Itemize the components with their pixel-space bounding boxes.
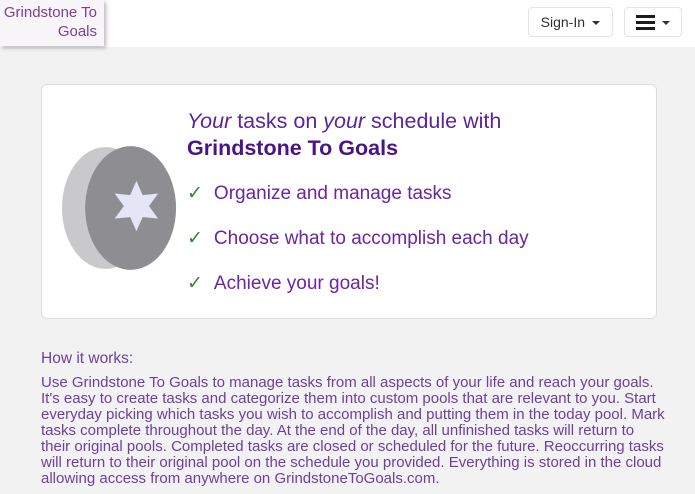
feature-label: Choose what to accomplish each day <box>213 228 529 249</box>
how-it-works-section <box>41 350 665 494</box>
checkmark-icon: ✓ <box>187 273 203 294</box>
feature-item <box>187 227 529 251</box>
heading-brand-name: Grindstone To Goals <box>187 136 399 160</box>
checkmark-icon: ✓ <box>187 183 203 204</box>
feature-label: Organize and manage tasks <box>213 183 452 204</box>
feature-label: Achieve your goals! <box>213 273 380 294</box>
feature-list <box>187 182 529 296</box>
logo-text: Grindstone To Goals <box>3 4 97 40</box>
feature-item <box>187 272 529 296</box>
logo-home-link[interactable] <box>0 0 104 46</box>
caret-down-icon <box>662 21 670 25</box>
page-body <box>0 47 695 494</box>
hero-content <box>187 85 539 318</box>
signin-dropdown-button[interactable] <box>528 7 613 37</box>
checkmark-icon: ✓ <box>187 228 203 249</box>
signin-label: Sign-In <box>540 14 585 30</box>
how-it-works-paragraph: Use Grindstone To Goals to manage tasks from all aspects of your life and reach your goals. It's easy to create tasks and categorize them into custom pools that are relevant to you. Start everyday picking which tasks you wish to accomplish and putting them in the today pool. Mark tasks complete throughout the day. At the end of the day, all unfinished tasks will return to their original pools. Completed tasks are closed or scheduled for the future. Reoccurring tasks will return to their original pool on the schedule you provided. Everything is stored in the cloud allowing access from anywhere on GrindstoneToGoals.com. <box>41 374 665 487</box>
caret-down-icon <box>592 21 600 25</box>
hero-heading: Your tasks on your schedule with Grindstone To Goals <box>187 109 502 160</box>
hero-card <box>41 84 657 319</box>
header-actions <box>528 7 682 37</box>
grindstone-image <box>61 144 177 277</box>
heading-your-2: your <box>323 109 366 133</box>
feature-item <box>187 182 529 206</box>
how-it-works-title: How it works: <box>41 350 134 367</box>
top-navbar <box>0 0 695 47</box>
menu-dropdown-button[interactable] <box>624 7 682 37</box>
hamburger-icon <box>636 15 655 30</box>
heading-your-1: Your <box>187 109 232 133</box>
